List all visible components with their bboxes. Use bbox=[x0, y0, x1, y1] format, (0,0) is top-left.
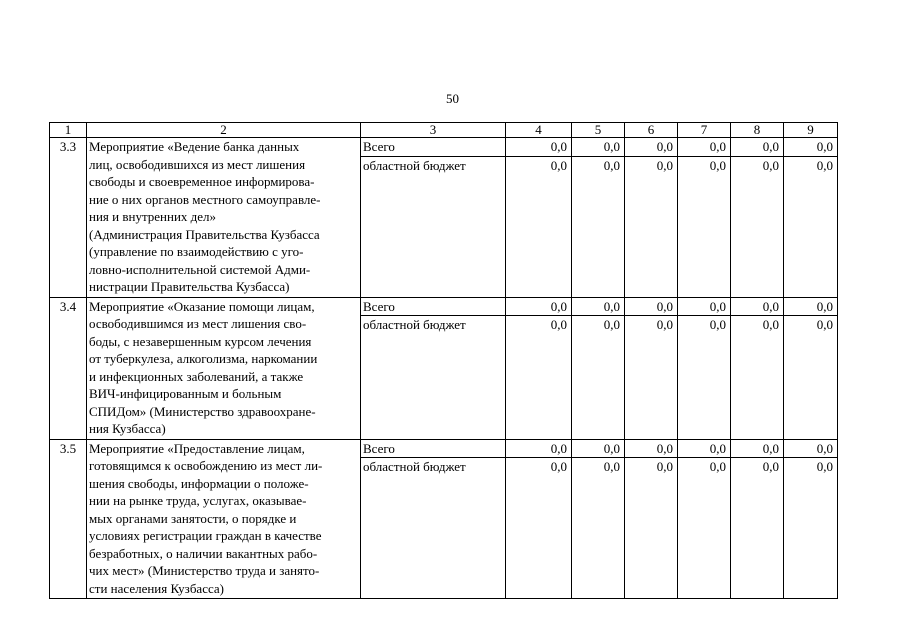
description-line: безработных, о наличии вакантных рабо- bbox=[89, 545, 318, 561]
funding-value: 0,0 bbox=[506, 138, 572, 157]
funding-value: 0,0 bbox=[784, 297, 838, 316]
description-line: шения свободы, информации о положе- bbox=[89, 475, 309, 491]
funding-source: Всего bbox=[361, 138, 506, 157]
funding-source: Всего bbox=[361, 297, 506, 316]
empty-cell bbox=[625, 174, 678, 297]
description-line: от туберкулеза, алкоголизма, наркомании bbox=[89, 351, 318, 366]
funding-source: Всего bbox=[361, 439, 506, 458]
funding-value: 0,0 bbox=[625, 138, 678, 157]
funding-value: 0,0 bbox=[731, 138, 784, 157]
page-number: 50 bbox=[446, 91, 459, 106]
column-header-6: 6 bbox=[625, 123, 678, 138]
funding-value: 0,0 bbox=[625, 458, 678, 476]
column-header-8: 8 bbox=[731, 123, 784, 138]
description-line: сти населения Кузбасса) bbox=[89, 580, 224, 596]
empty-cell bbox=[506, 174, 572, 297]
description-line: ния и внутренних дел» bbox=[89, 209, 217, 224]
funding-source: областной бюджет bbox=[361, 458, 506, 476]
description-line: освободившимся из мест лишения сво- bbox=[89, 316, 307, 331]
empty-cell bbox=[784, 334, 838, 440]
funding-value: 0,0 bbox=[678, 297, 731, 316]
empty-cell bbox=[361, 174, 506, 297]
row-number: 3.3 bbox=[50, 138, 87, 298]
header-row bbox=[50, 123, 838, 138]
description-line: ния Кузбасса) bbox=[89, 421, 166, 436]
description-line: ние о них органов местного самоуправле- bbox=[89, 191, 321, 207]
description-line: мых органами занятости, о порядке и bbox=[89, 510, 297, 526]
description-line: Мероприятие «Ведение банка данных bbox=[89, 139, 300, 154]
funding-value: 0,0 bbox=[731, 458, 784, 476]
description-line: Мероприятие «Предоставление лицам, bbox=[89, 440, 305, 456]
empty-cell bbox=[678, 334, 731, 440]
description-line: нистрации Правительства Кузбасса) bbox=[89, 279, 290, 294]
activity-description bbox=[87, 297, 361, 439]
description-line: Мероприятие «Оказание помощи лицам, bbox=[89, 298, 315, 314]
funding-value: 0,0 bbox=[731, 316, 784, 334]
table-row bbox=[50, 439, 838, 458]
funding-value: 0,0 bbox=[678, 316, 731, 334]
description-line: (управление по взаимодействию с уго- bbox=[89, 244, 304, 259]
funding-value: 0,0 bbox=[731, 439, 784, 458]
funding-value: 0,0 bbox=[784, 138, 838, 157]
column-header-5: 5 bbox=[572, 123, 625, 138]
funding-value: 0,0 bbox=[572, 439, 625, 458]
description-line: и инфекционных заболеваний, а также bbox=[89, 368, 304, 384]
funding-value: 0,0 bbox=[678, 138, 731, 157]
table-body bbox=[50, 138, 838, 599]
description-line: СПИДом» (Министерство здравоохране- bbox=[89, 403, 316, 419]
funding-value: 0,0 bbox=[572, 316, 625, 334]
funding-value: 0,0 bbox=[784, 156, 838, 174]
description-line: условиях регистрации граждан в качестве bbox=[89, 528, 322, 543]
funding-value: 0,0 bbox=[506, 156, 572, 174]
empty-cell bbox=[506, 476, 572, 599]
empty-cell bbox=[625, 476, 678, 599]
empty-cell bbox=[361, 334, 506, 440]
description-line: боды, с незавершенным курсом лечения bbox=[89, 333, 312, 349]
description-line: нии на рынке труда, услугах, оказывае- bbox=[89, 493, 307, 508]
funding-value: 0,0 bbox=[625, 316, 678, 334]
funding-value: 0,0 bbox=[678, 458, 731, 476]
funding-value: 0,0 bbox=[572, 156, 625, 174]
column-header-7: 7 bbox=[678, 123, 731, 138]
empty-cell bbox=[572, 174, 625, 297]
column-header-1: 1 bbox=[50, 123, 87, 138]
funding-value: 0,0 bbox=[731, 297, 784, 316]
activities-table bbox=[49, 122, 838, 599]
funding-value: 0,0 bbox=[572, 458, 625, 476]
empty-cell bbox=[625, 334, 678, 440]
funding-value: 0,0 bbox=[506, 439, 572, 458]
column-header-3: 3 bbox=[361, 123, 506, 138]
funding-value: 0,0 bbox=[506, 316, 572, 334]
column-header-4: 4 bbox=[506, 123, 572, 138]
funding-value: 0,0 bbox=[506, 297, 572, 316]
column-header-9: 9 bbox=[784, 123, 838, 138]
funding-value: 0,0 bbox=[678, 156, 731, 174]
column-header-2: 2 bbox=[87, 123, 361, 138]
empty-cell bbox=[361, 476, 506, 599]
funding-value: 0,0 bbox=[784, 439, 838, 458]
description-line: чих мест» (Министерство труда и занято- bbox=[89, 563, 320, 578]
empty-cell bbox=[731, 174, 784, 297]
empty-cell bbox=[506, 334, 572, 440]
empty-cell bbox=[678, 476, 731, 599]
funding-value: 0,0 bbox=[572, 297, 625, 316]
funding-value: 0,0 bbox=[731, 156, 784, 174]
empty-cell bbox=[731, 476, 784, 599]
funding-value: 0,0 bbox=[572, 138, 625, 157]
description-line: (Администрация Правительства Кузбасса bbox=[89, 226, 320, 242]
activity-description bbox=[87, 138, 361, 298]
funding-value: 0,0 bbox=[678, 439, 731, 458]
funding-value: 0,0 bbox=[784, 458, 838, 476]
funding-value: 0,0 bbox=[625, 156, 678, 174]
empty-cell bbox=[678, 174, 731, 297]
description-line: готовящимся к освобождению из мест ли- bbox=[89, 458, 323, 473]
funding-value: 0,0 bbox=[625, 297, 678, 316]
activity-description bbox=[87, 439, 361, 599]
funding-source: областной бюджет bbox=[361, 316, 506, 334]
table-row bbox=[50, 138, 838, 157]
row-number: 3.5 bbox=[50, 439, 87, 599]
empty-cell bbox=[784, 476, 838, 599]
empty-cell bbox=[572, 334, 625, 440]
table-row bbox=[50, 297, 838, 316]
funding-value: 0,0 bbox=[784, 316, 838, 334]
funding-value: 0,0 bbox=[625, 439, 678, 458]
description-line: лиц, освободившихся из мест лишения bbox=[89, 156, 306, 172]
empty-cell bbox=[572, 476, 625, 599]
funding-source: областной бюджет bbox=[361, 156, 506, 174]
description-line: свободы и своевременное информирова- bbox=[89, 174, 315, 189]
empty-cell bbox=[784, 174, 838, 297]
description-line: ловно-исполнительной системой Адми- bbox=[89, 261, 311, 277]
row-number: 3.4 bbox=[50, 297, 87, 439]
empty-cell bbox=[731, 334, 784, 440]
funding-value: 0,0 bbox=[506, 458, 572, 476]
description-line: ВИЧ-инфицированным и больным bbox=[89, 386, 282, 401]
